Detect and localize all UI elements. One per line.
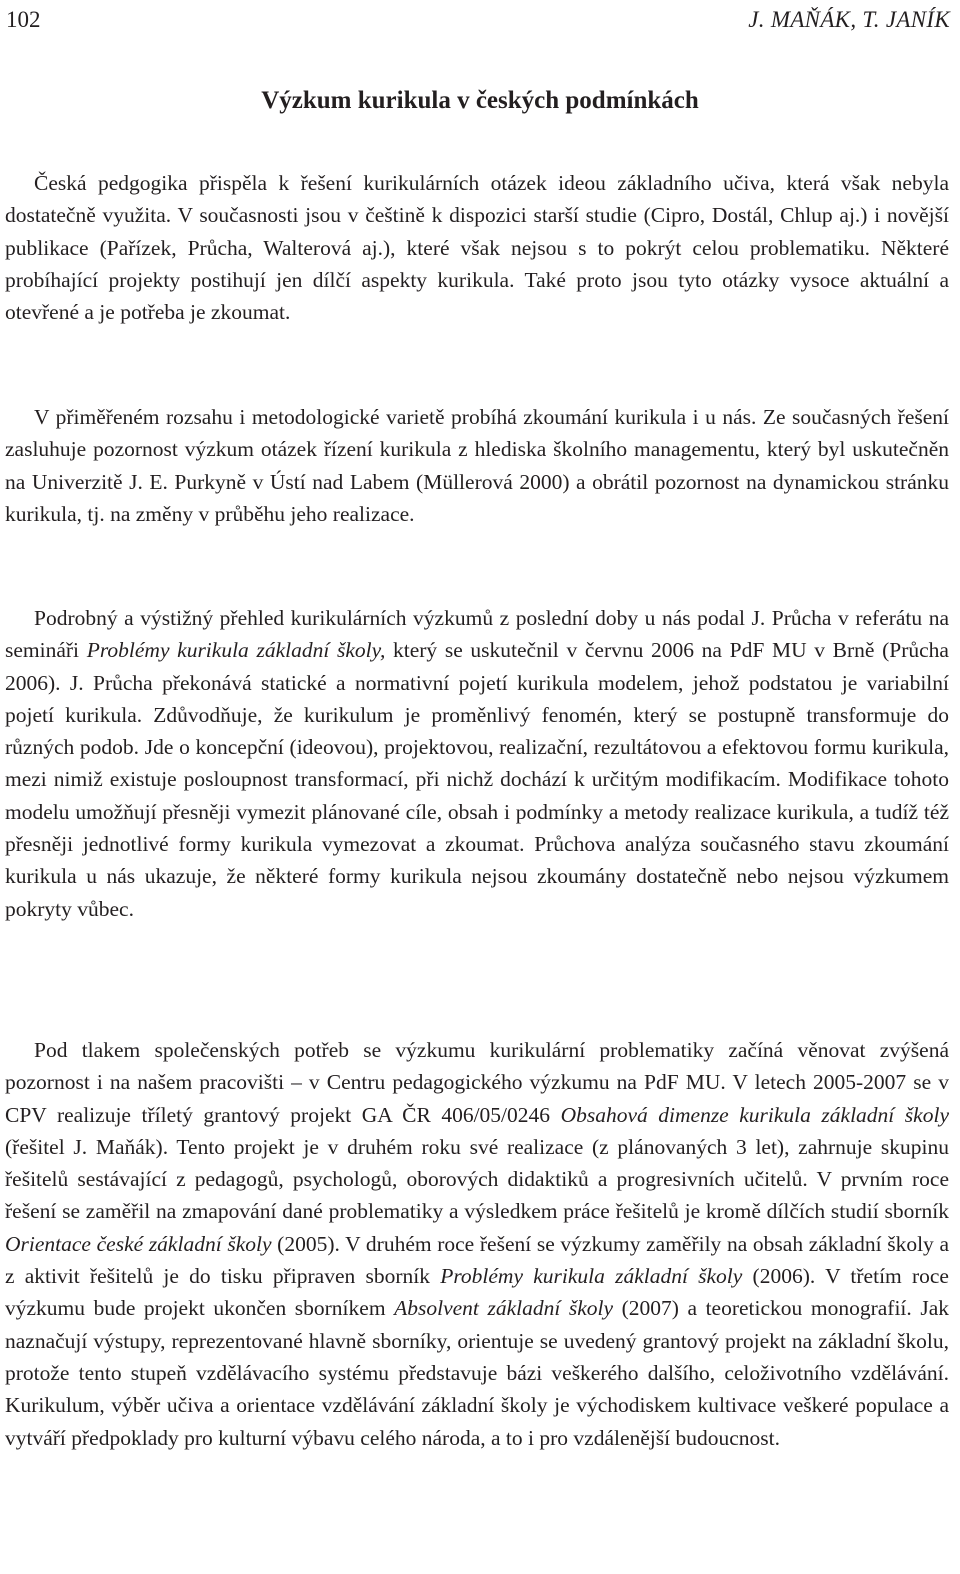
running-head-authors: J. MAŇÁK, T. JANÍK xyxy=(748,7,950,32)
paragraph-4-segment: (2006). V třetím roce výzkumu bude projekt ukončen sborníkem xyxy=(5,1264,949,1321)
book-title-orientace: Orientace české základní školy xyxy=(5,1231,272,1256)
paragraph-4-segment: (2005). V druhém roce řešení se výzkumy zaměřily na obsah základní školy a z aktivit řešitelů je do tisku připraven sborník xyxy=(5,1231,949,1289)
paragraph-2 xyxy=(5,401,949,530)
paragraph-2-text: V přiměřeném rozsahu i metodologické varietě probíhá zkoumání kurikula i u nás. Ze současných řešení zasluhuje pozornost výzkum otázek řízení kurikula z hlediska školního managementu, který byl uskutečněn na Univerzitě J. E. Purkyně v Ústí nad Labem (Müllerová 2000) a obrátil pozornost na dynamickou stránku kurikula, tj. na změny v průběhu jeho realizace. xyxy=(5,405,949,526)
paragraph-4-segment: Pod tlakem společenských potřeb se výzkumu kurikulární problematiky začíná věnovat zvýšená pozornost i na našem pracovišti – v Centru pedagogického výzkumu na PdF MU. V letech 2005-2007 se v CPV realizuje tříletý grantový projekt GA ČR 406/05/0246 xyxy=(5,1038,949,1127)
book-title-absolvent: Absolvent základní školy xyxy=(394,1296,614,1321)
page-header xyxy=(6,4,950,36)
paragraph-3-segment: který se uskutečnil v červnu 2006 na PdF MU v Brně (Průcha 2006). J. Průcha překonává statické a normativní pojetí kurikula modelem, jehož podstatou je variabilní pojetí kurikula. Zdůvodňuje, že kurikulum je proměnlivý fenomén, který se postupně transformuje do různých podob. Jde o koncepční (ideovou), projektovou, realizační, rezultátovou a efektovou formu kurikula, mezi nimiž existuje posloupnost transformací, při nichž dochází k určitým modifikacím. Modifikace tohoto modelu umožňují přesněji vymezit plánované cíle, obsah i podmínky a metody realizace kurikula, a tudíž též přesněji jednotlivé formy kurikula vymezovat a zkoumat. Průchova analýza současného stavu zkoumání kurikula u nás ukazuje, že některé formy kurikula nejsou zkoumány dostatečně nebo nejsou výzkumem pokryty vůbec. xyxy=(5,638,949,921)
page-number: 102 xyxy=(6,7,41,32)
paragraph-4-segment: (2007) a teoretickou monografií. Jak naznačují výstupy, reprezentované hlavně sborníky, orientuje se uvedený grantový projekt na základní školu, protože tento stupeň vzdělávacího systému představuje bázi veškerého dalšího, celoživotního vzdělávání. Kurikulum, výběr učiva a orientace vzdělávání základní školy je východiskem kultivace veškeré populace a vytváří předpoklady pro kulturní výbavu celého národa, a to i pro vzdálenější budoucnost. xyxy=(5,1296,949,1450)
project-title-obsahova-dimenze: Obsahová dimenze kurikula základní školy xyxy=(560,1102,949,1127)
paragraph-1-text: Česká pedgogika přispěla k řešení kurikulárních otázek ideou základního učiva, která však nebyla dostatečně využita. V současnosti jsou v češtině k dispozici starší studie (Cipro, Dostál, Chlup aj.) i novější publikace (Pařízek, Průcha, Walterová aj.), které však nejsou s to pokrýt celou problematiku. Některé probíhající projekty postihují jen dílčí aspekty kurikula. Také proto jsou tyto otázky vysoce aktuální a otevřené a je potřeba je zkoumat. xyxy=(5,171,949,325)
paragraph-4-segment: (řešitel J. Maňák). Tento projekt je v druhém roku své realizace (z plánovaných 3 let), zahrnuje skupinu řešitelů sestávající z pedagogů, psychologů, oborových didaktiků a progresivních učitelů. V prvním roce řešení se zaměřil na zmapování dané problematiky a výsledkem práce řešitelů je kromě dílčích studií sborník xyxy=(5,1134,949,1224)
book-title-problemy-kurikula: Problémy kurikula základní školy xyxy=(440,1264,743,1289)
paragraph-4-text xyxy=(5,1034,949,1454)
paragraph-3-text xyxy=(5,602,949,925)
paragraph-4 xyxy=(5,1034,949,1454)
section-title: Výzkum kurikula v českých podmínkách xyxy=(261,87,699,114)
paragraph-3-segment: Podrobný a výstižný přehled kurikulárních výzkumů z poslední doby u nás podal J. Průcha v referátu na semináři xyxy=(5,606,949,663)
book-title-problemy-kurikula: Problémy kurikula základní školy, xyxy=(86,638,386,663)
paragraph-1 xyxy=(5,167,949,328)
paragraph-3 xyxy=(5,602,949,925)
